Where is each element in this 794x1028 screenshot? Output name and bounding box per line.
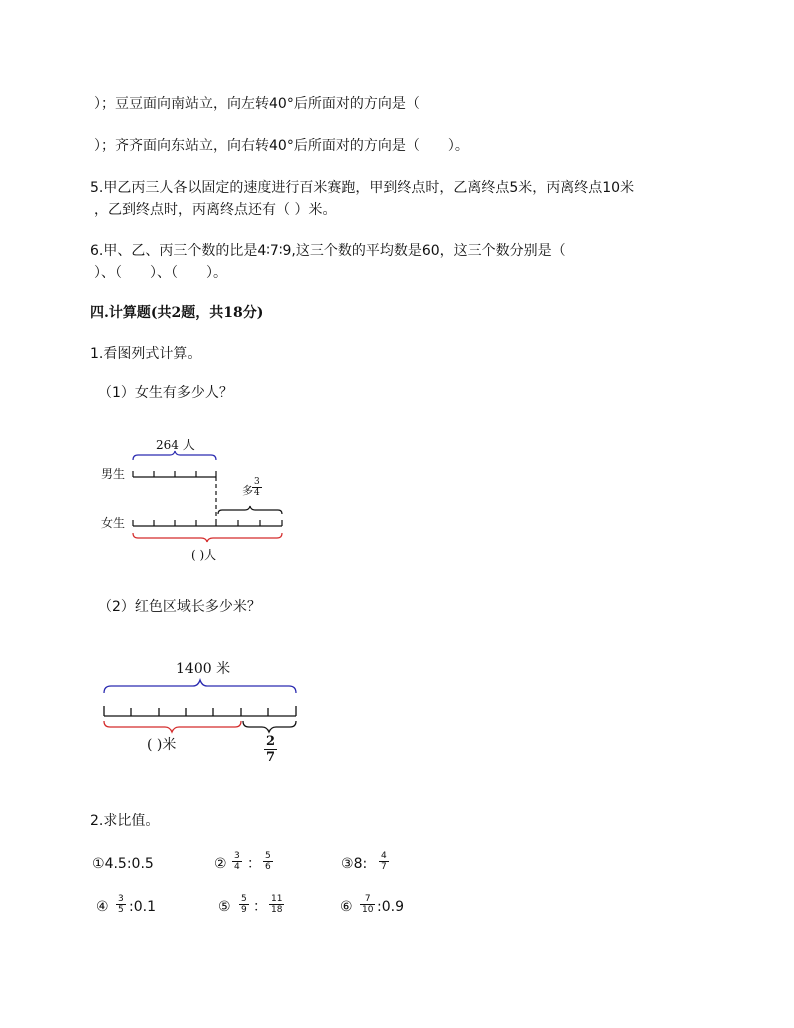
- diagram2-black-brace: [243, 721, 296, 732]
- ratio-item-2-frac-a: 3 4: [234, 851, 240, 872]
- diagram2-top-label: 1400 米: [176, 661, 231, 677]
- diagram2-blue-brace: [104, 680, 296, 693]
- diagram1-more-label: 多: [242, 484, 253, 497]
- calc-2-title: 2.求比值。: [90, 813, 160, 829]
- diagram1-boys-label: 男生: [101, 467, 126, 481]
- section-title: 四.计算题(共2题，共18分): [90, 305, 264, 321]
- ratio-item-3-frac: 4 7: [381, 851, 387, 872]
- diagram1-more-fraction: 3 4: [254, 477, 260, 498]
- ratio-item-5-frac-a: 5 9: [241, 894, 247, 915]
- ratio-item-3: ③8:: [341, 856, 368, 872]
- ratio-item-4-num: ④: [96, 899, 109, 915]
- question-4-line-1: ）；豆豆面向南站立，向左转40°后所面对的方向是（: [94, 96, 420, 112]
- calc-1-sub-2: （2）红色区域长多少米？: [98, 599, 261, 615]
- diagram2-red-brace: [104, 721, 241, 732]
- question-6-line-1: 6.甲、乙、丙三个数的比是4∶7∶9,这三个数的平均数是60，这三个数分别是（: [90, 243, 566, 259]
- diagram2-bottom-label: ( )米: [147, 737, 177, 753]
- question-4-line-2: ）；齐齐面向东站立，向右转40°后所面对的方向是（ ）。: [94, 138, 469, 154]
- question-5-line-2: ，乙到终点时，丙离终点还有（ ）米。: [94, 202, 337, 218]
- ratio-item-6-frac: 7 10: [362, 894, 374, 915]
- diagram1-top-label: 264 人: [156, 438, 195, 452]
- calc-1-sub-1: （1）女生有多少人？: [98, 385, 233, 401]
- ratio-item-6-tail: :0.9: [377, 899, 404, 915]
- ratio-item-4-tail: :0.1: [129, 899, 156, 915]
- ratio-item-2-frac-b: 5 6: [265, 851, 271, 872]
- ratio-item-5-sep: ：: [253, 899, 267, 915]
- ratio-item-5-frac-b: 11 18: [271, 894, 283, 915]
- diagram1-bottom-label: ( )人: [191, 548, 217, 562]
- calc-1-title: 1.看图列式计算。: [90, 346, 202, 362]
- ratio-item-5-num: ⑤: [218, 899, 231, 915]
- ratio-item-2-sep: ：: [247, 856, 261, 872]
- diagram2-line: [104, 706, 296, 716]
- ratio-item-4-frac: 3 5: [118, 894, 124, 915]
- diagram1-girls-label: 女生: [101, 516, 126, 530]
- diagram2-fraction: 2 7: [266, 734, 276, 765]
- question-6-line-2: ）、（ ）、（ ）。: [94, 265, 227, 281]
- ratio-item-6-num: ⑥: [340, 899, 353, 915]
- ratio-item-2-num: ②: [214, 856, 227, 872]
- question-5-line-1: 5.甲乙丙三人各以固定的速度进行百米赛跑，甲到终点时，乙离终点5米，丙离终点10米: [90, 180, 635, 196]
- ratio-item-1: ①4.5:0.5: [92, 856, 154, 872]
